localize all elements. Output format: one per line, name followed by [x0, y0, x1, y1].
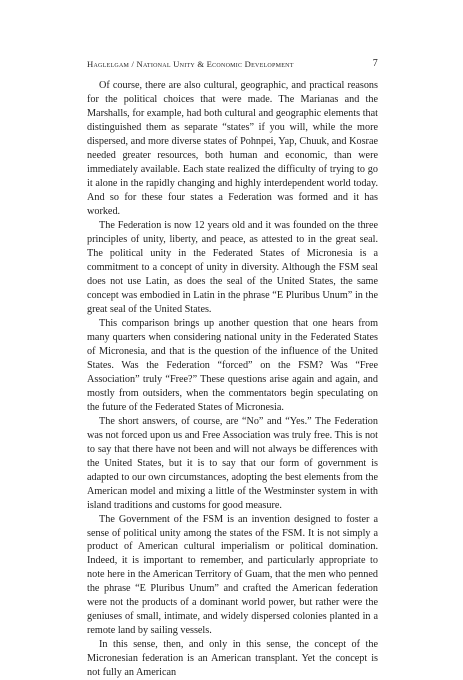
page-number: 7	[372, 58, 378, 69]
running-header	[87, 57, 378, 71]
body-text	[87, 79, 378, 680]
paragraph: The short answers, of course, are “No” and “Yes.” The Federation was not forced upon us and Free Association was truly free. This is not to say that there have not been and will not always be differences with the United States, but it is to say that our form of government is adapted to our own circumstances, adopting the best elements from the American model and mixing a little of the Westminster system in with island traditions and customs for good measure.	[87, 415, 378, 511]
paragraph: Of course, there are also cultural, geographic, and practical reasons for the political choices that were made. The Marianas and the Marshalls, for example, had both cultural and geographic elements that distinguished them as separate “states” if you will, while the more dispersed, and more diverse states of Pohnpei, Yap, Chuuk, and Kosrae needed greater resources, both human and economic, than were immediately available. Each state realized the difficulty of trying to go it alone in the rapidly changing and highly interdependent world today. And so for these four states a Federation was formed and it has worked.	[87, 80, 378, 217]
running-title: Haglelgam / National Unity & Economic Development	[87, 59, 294, 69]
paragraph: The Federation is now 12 years old and it was founded on the three principles of unity, liberty, and peace, as attested to in the great seal. The political unity in the Federated States of Micronesia is a commitment to a concept of unity in diversity. Although the FSM seal does not use Latin, as does the seal of the United States, the same concept was embodied in Latin in the phrase “E Pluribus Unum” in the great seal of the United States.	[87, 219, 378, 315]
paragraph: This comparison brings up another question that one hears from many quarters when considering national unity in the Federated States of Micronesia, and that is the question of the influence of the United States. Was the Federation “forced” on the FSM? Was “Free Association” truly “Free?” These questions arise again and again, and mostly from outsiders, when the commentators begin speculating on the future of the Federated States of Micronesia.	[87, 317, 378, 413]
paragraph: In this sense, then, and only in this sense, the concept of the Micronesian federation is an American transplant. Yet the concept is not fully an American	[87, 639, 378, 679]
paragraph: The Government of the FSM is an invention designed to foster a sense of political unity among the states of the FSM. It is not simply a product of American cultural imperialism or political domination. Indeed, it is important to remember, and particularly appropriate to note here in the American Territory of Guam, that the men who penned the phrase “E Pluribus Unum” and crafted the American federation were not the products of a dominant world power, but rather were the geniuses of small, intimate, and widely dispersed colonies planted in a remote land by sailing vessels.	[87, 513, 378, 637]
